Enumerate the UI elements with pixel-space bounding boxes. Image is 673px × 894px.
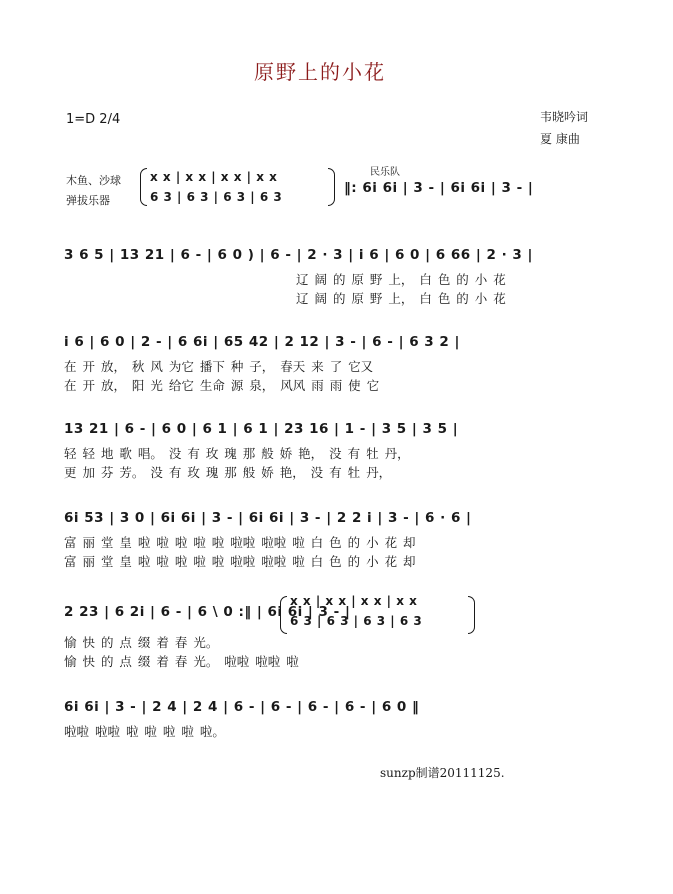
system-2-notes: i 6 | 6 0 | 2 - | 6 6i | 65 42 | 2 12 | 3 - | 6 - | 6 3 2 | [64,334,460,350]
intro-brace-left [140,168,147,206]
system-4-notes: 6i 53 | 3 0 | 6i 6i | 3 - | 6i 6i | 3 - | 2 2 i | 3 - | 6 · 6 | [64,510,472,526]
inner-percussion: x x | x x | x x | x x [290,594,418,608]
system-6-notes: 6i 6i | 3 - | 2 4 | 2 4 | 6 - | 6 - | 6 - | 6 - | 6 0 ‖ [64,699,420,715]
system-4-lyric-2: 富 丽 堂 皇 啦 啦 啦 啦 啦 啦啦 啦啦 啦 白 色 的 小 花 却 [64,554,416,569]
inner-brace-left [280,596,287,634]
footer-credit: sunzp制谱20111125. [380,766,505,780]
intro-melody: ‖: 6i 6i | 3 - | 6i 6i | 3 - | [344,180,534,196]
plucked-label: 弹拔乐器 [66,194,110,207]
system-6-lyric-1: 啦啦 啦啦 啦 啦 啦 啦 啦。 [64,724,225,739]
system-2-lyric-1: 在 开 放， 秋 风 为它 播下 种 子， 春天 来 了 它又 [64,359,374,374]
system-2-lyric-2: 在 开 放， 阳 光 给它 生命 源 泉， 风风 雨 雨 使 它 [64,378,380,393]
percussion-label: 木鱼、沙球 [66,174,121,187]
system-3-lyric-1: 轻 轻 地 歌 唱。 没 有 玫 瑰 那 般 娇 艳， 没 有 牡 丹， [64,446,410,461]
band-label: 民乐队 [370,167,400,178]
intro-plucked: 6 3 | 6 3 | 6 3 | 6 3 [150,190,283,204]
key-signature: 1=D 2/4 [66,112,121,127]
system-1-lyric-2: 辽 阔 的 原 野 上， 白 色 的 小 花 [296,291,506,306]
score-title: 原野上的小花 [254,60,386,84]
intro-brace-right [328,168,335,206]
system-1-notes: 3 6 5 | 13 21 | 6 - | 6 0 ) | 6 - | 2 · 3 | i 6 | 6 0 | 6 66 | 2 · 3 | [64,247,533,263]
system-4-lyric-1: 富 丽 堂 皇 啦 啦 啦 啦 啦 啦啦 啦啦 啦 白 色 的 小 花 却 [64,535,416,550]
intro-percussion: x x | x x | x x | x x [150,170,278,184]
system-3-notes: 13 21 | 6 - | 6 0 | 6 1 | 6 1 | 23 16 | 1 - | 3 5 | 3 5 | [64,421,459,437]
system-3-lyric-2: 更 加 芬 芳。 没 有 玫 瑰 那 般 娇 艳， 没 有 牡 丹， [64,465,392,480]
system-5-lyric-1: 愉 快 的 点 缀 着 春 光。 [64,635,219,650]
system-5-notes: 2 23 | 6 2i | 6 - | 6 \ 0 :‖ | 6i 6i | 3 - | [64,604,351,620]
inner-plucked: 6 3 | 6 3 | 6 3 | 6 3 [290,614,423,628]
system-5-lyric-2: 愉 快 的 点 缀 着 春 光。 啦啦 啦啦 啦 [64,654,299,669]
lyricist-credit: 韦晓吟词 [540,110,589,124]
composer-credit: 夏 康曲 [540,132,580,146]
system-1-lyric-1: 辽 阔 的 原 野 上， 白 色 的 小 花 [296,272,506,287]
inner-brace-right [468,596,475,634]
